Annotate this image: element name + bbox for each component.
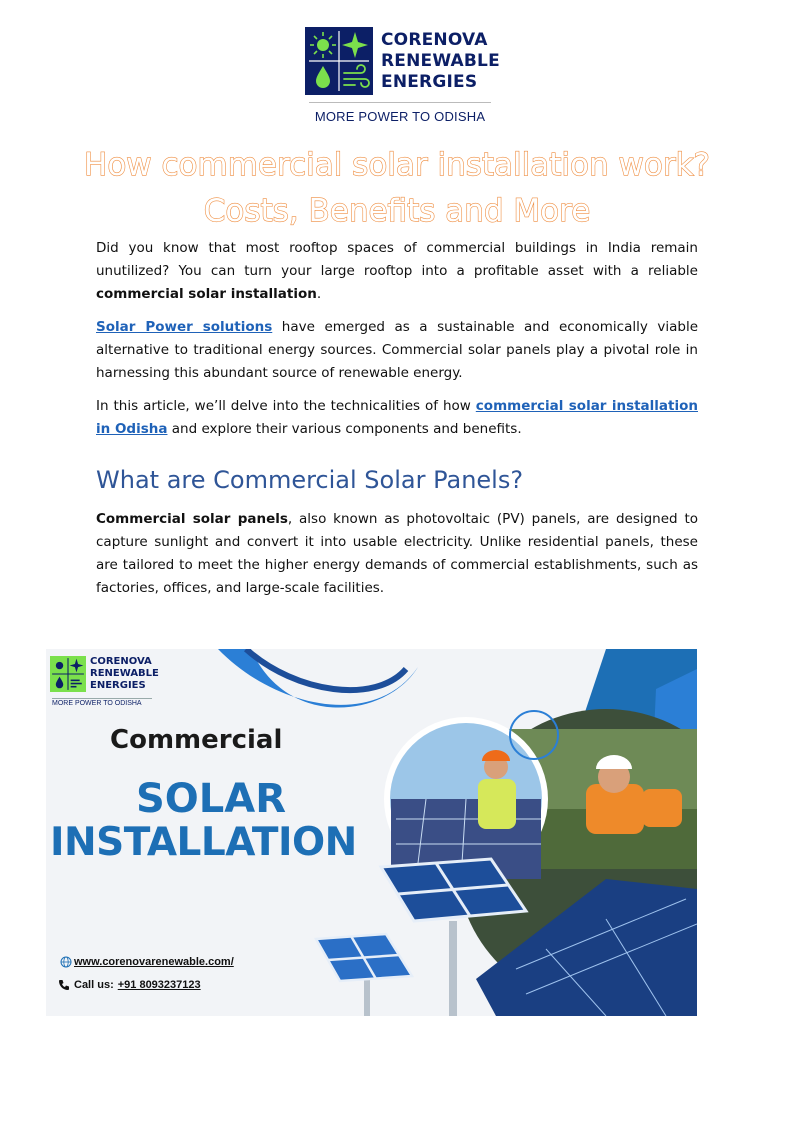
intro-p1-bold: commercial solar installation <box>96 286 317 302</box>
globe-icon <box>60 956 72 968</box>
banner-tagline: MORE POWER TO ODISHA <box>52 700 142 707</box>
sun-icon <box>310 32 336 58</box>
banner-logo-mark <box>50 656 86 692</box>
logo-name <box>381 30 500 93</box>
banner-call <box>58 979 201 991</box>
section-p-text: , also known as photovoltaic (PV) panels, are designed to capture sunlight and convert it into usable electricity. Unlike residential panels, these are tailored to meet the higher energy demands of commercial establishments, such as factories, offices, and large-scale facilities. <box>96 511 698 596</box>
solar-power-solutions-link[interactable]: Solar Power solutions <box>96 319 273 335</box>
intro-p1-end: . <box>316 286 322 302</box>
section-paragraph <box>96 508 698 600</box>
banner-swoosh <box>218 649 418 708</box>
sparkle-icon <box>342 32 368 58</box>
intro-p3-end: and explore their various components and benefits. <box>167 421 522 437</box>
sun-icon <box>56 662 63 669</box>
intro-paragraph-2 <box>96 316 698 385</box>
banner-logo-divider <box>52 698 152 699</box>
promo-banner <box>46 649 697 1016</box>
wind-icon <box>344 65 369 87</box>
banner-logo <box>50 656 159 692</box>
banner-logo-line-1: CORENOVA <box>90 656 152 667</box>
logo-tagline: MORE POWER TO ODISHA <box>314 109 486 124</box>
logo-name-line-1: CORENOVA <box>381 29 488 50</box>
banner-logo-line-3: ENERGIES <box>90 680 146 691</box>
logo-divider <box>309 102 491 103</box>
intro-p3-text: In this article, we’ll delve into the technicalities of how <box>96 398 476 414</box>
logo-mark <box>305 27 373 95</box>
logo-name-line-2: RENEWABLE <box>381 50 500 71</box>
logo-name-line-3: ENERGIES <box>381 71 478 92</box>
intro-p1-text: Did you know that most rooftop spaces of commercial buildings in India remain unutilized? You can turn your large rooftop into a profitable asset with a reliable <box>96 240 698 279</box>
water-drop-icon <box>316 66 330 88</box>
banner-word-installation: INSTALLATION <box>50 820 357 865</box>
banner-word-solar: SOLAR <box>135 776 287 822</box>
company-logo <box>305 27 500 95</box>
section-p-bold: Commercial solar panels <box>96 511 288 527</box>
banner-logo-name <box>90 656 159 692</box>
page-title-line-1: How commercial solar installation work? <box>84 147 710 183</box>
solar-panel-small <box>316 934 412 1016</box>
banner-website[interactable] <box>60 956 234 968</box>
page-title-line-2: Costs, Benefits and More <box>203 193 591 229</box>
banner-logo-line-2: RENEWABLE <box>90 668 159 679</box>
banner-word-commercial: Commercial <box>110 725 283 755</box>
intro-paragraph-1 <box>96 237 698 306</box>
intro-paragraph-3 <box>96 395 698 441</box>
page-title <box>60 142 734 234</box>
banner-call-label: Call us: <box>74 979 114 991</box>
section-heading: What are Commercial Solar Panels? <box>96 466 524 494</box>
banner-phone-link[interactable]: +91 8093237123 <box>117 979 201 991</box>
commercial-solar-odisha-link[interactable]: commercial solar installation in Odisha <box>96 398 698 437</box>
intro-p2-text: have emerged as a sustainable and economically viable alternative to traditional energy sources. Commercial solar panels play a pivotal role in harnessing this abundant source of renewable energy. <box>96 319 699 381</box>
phone-icon <box>58 979 70 991</box>
banner-website-link[interactable]: www.corenovarenewable.com/ <box>74 956 234 968</box>
